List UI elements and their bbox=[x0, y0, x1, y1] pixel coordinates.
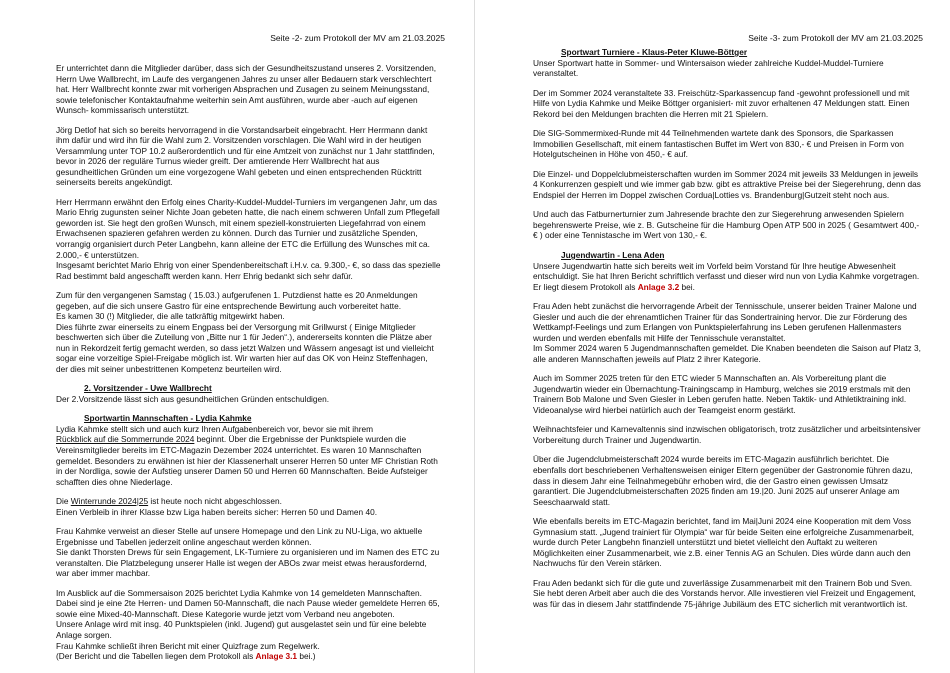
paragraph: Wie ebenfalls bereits im ETC-Magazin berichtet, fand im Mai|Juni 2024 eine Kooperation mit dem Voss Gymnasium statt. „Jugend trainiert für Olympia“ war für beide Seiten eine erfolgreiche Zusammenarbeit, wurde durch Peter Langbehn finanziell unterstützt und bietet vielleicht den Auftakt zu weiteren Möglichkeiten einer Zusammenarbeit, wie z.B. einer Tennis AG an Schulen. Dies würde dann auch den Nachwuchs für den Verein stärken. bbox=[533, 516, 914, 569]
paragraph bbox=[533, 261, 923, 293]
text: Unsere Jugendwartin hatte sich bereits weit im Vorfeld beim Vorstand für Ihre heutige Abwesenheit entschuldigt. Sie hat Ihren Bericht schriftlich verfasst und dieser wird nun von Lydia Kahmke vorgetragen. bbox=[533, 260, 920, 282]
paragraph: Über die Jugendclubmeisterschaft 2024 wurde bereits im ETC-Magazin ausführlich berichtet. Die ebenfalls dort beschriebenen Verhaltensweisen einiger Eltern gegenüber der Gastronomie führen dazu, dass in diesem Jahr eine Teilnahmegebühr erhoben wird, die der Gastro einen gewissen Umsatz garantiert. Die Jugendclubmeisterschaften 2025 finden am 19.|20. Juni 2025 auf unserer Anlage am Seeschaarwald statt. bbox=[533, 454, 913, 507]
paragraph: Und auch das Fatburnerturnier zum Jahresende brachte den zur Siegerehrung anwesenden Spielern begehrenswerte Preise, wie z. B. Gutscheine für die Hamburg Open ATP 500 in 2025 ( Gesamtwert 400,- € ) oder eine Tennistasche im Wert von 130,- €. bbox=[533, 209, 920, 241]
text: Im Sommer 2024 waren 5 Jugendmannschaften gemeldet. Die Knaben beendeten die Saison auf Platz 3, alle anderen Mannschaften jeweils auf Platz 2 ihrer Kategorie. bbox=[533, 343, 921, 364]
paragraph: Frau Aden bedankt sich für die gute und zuverlässige Zusammenarbeit mit den Trainern Bob und Sven. Sie hebt deren Arbeit aber auch die des Vorstands hervor. Alle investieren viel Freizeit und Engagement, was für das in diesem Jahr stattfindende 75-jährige Jubiläum des ETC sicherlich mit verantwortlich ist. bbox=[533, 577, 916, 609]
text: Die bbox=[56, 496, 71, 507]
section-heading: Sportwart Turniere - Klaus-Peter Kluwe-Böttger bbox=[561, 47, 748, 57]
text: Lydia Kahmke stellt sich und auch kurz Ihren Aufgabenbereich vor, bevor sie mit ihrem bbox=[56, 423, 373, 434]
text: Frau Kahmke verweist an dieser Stelle auf unsere Homepage und den Link zu NU-Liga, wo aktuelle Ergebnisse und Tabellen jederzeit online angeschaut werden können. bbox=[56, 526, 423, 547]
text: Er liegt diesem Protokoll als bbox=[533, 281, 638, 292]
underlined-text: Rückblick auf die Sommerrunde 2024 bbox=[56, 434, 195, 445]
paragraph: Auch im Sommer 2025 treten für den ETC wieder 5 Mannschaften an. Als Vorbereitung plant die Jugendwartin wieder ein Übernachtung-Trainingscamp in Hamburg, welches sie 2019 erstmals mit den Trainern Bob Malone und Sven Giesler in Leben gerufen hatte. Neben Taktik- und Athletiktraining inkl. Videoanalyse wird hierbei natürlich auch der Teamgeist enorm gestärkt. bbox=[533, 373, 911, 415]
text: Herr Herrmann erwähnt den Erfolg eines Charity-Kuddel-Muddel-Turniers im vergangenen Jahr, um das Mario Ehrig zugunsten seiner Nichte Joan gebeten hatte, die nach einem schweren Unfall zum Pflegefall geworden ist. Sie hegt den großen Wunsch, mit einem speziell-konstruierten Liegefahrrad von einem Erwachsenen spazieren gefahren werden zu können. Durch das Turnier und zusätzliche Spenden, vorrangig organisiert durch Peter Langbehn, kann alleine der ETC die Erfüllung des Wunsches mit ca. 2.000,- € unterstützen. bbox=[56, 196, 440, 260]
attachment-ref: Anlage 3.2 bbox=[637, 281, 680, 292]
section-heading-wrap bbox=[533, 250, 923, 261]
paragraph bbox=[56, 197, 441, 281]
page-3 bbox=[478, 0, 933, 673]
text: Insgesamt berichtet Mario Ehrig von einer Spendenbereitschaft i.H.v. ca. 9.300,- €, so dass das spezielle Rad bestimmt bald angeschafft werden kann. Herr Ehrig bedankt sich sehr dafür. bbox=[56, 260, 441, 281]
text: Frau Aden hebt zunächst die hervorragende Arbeit der Tennisschule, unserer beiden Trainer Malone und Giesler und auch die der ehrenamtlichen Trainer für das Sondertraining hervor. Die zur Förderung des Wettkampf-Feelings und zum Erlangen von Punktspielerfahrung ins Leben gerufenen Hallenmasters wurden und werden ebenfalls mit Hilfe der Tennisschule veranstaltet. bbox=[533, 301, 917, 343]
paragraph: Der im Sommer 2024 veranstaltete 33. Freischütz-Sparkassencup fand -gewohnt professionell und mit Hilfe von Lydia Kahmke und Meike Böttger organisiert- mit zuvor erhaltenen 47 Meldungen statt. Einen Rekord bei den Meldungen brachten die Herren mit 21 Spielern. bbox=[533, 87, 910, 119]
paragraph bbox=[56, 496, 441, 517]
paragraph: Weihnachtsfeier und Karnevaltennis sind inzwischen obligatorisch, trotz zusätzlicher und arbeitsintensiver Vorbereitung durch Trainer und Jugendwartin. bbox=[533, 424, 921, 445]
section-heading: 2. Vorsitzender - Uwe Wallbrecht bbox=[84, 383, 212, 394]
paragraph: Er unterrichtet dann die Mitglieder darüber, dass sich der Gesundheitszustand unseres 2. Vorsitzenden, Herrn Uwe Wallbrecht, im Laufe des vergangenen Jahres zu unser aller Bedauern stark verschlechtert hat. Herr Wallbrecht konnte zwar mit vorherigen Absprachen und Zusagen zu seinem Meinungsstand, sowie telefonischer Kontaktaufnahme weiterhin sein Amt ausführen, wurde aber -auch auf eigenen Wunsch- kommissarisch unterstützt. bbox=[56, 63, 437, 116]
text: Sie dankt Thorsten Drews für sein Engagement, LK-Turniere zu organisieren und im Namen des ETC zu veranstalten. Die Platzbelegung unserer Halle ist wegen der ABOs zwar meist etwas herausfordernd, war aber immer machbar. bbox=[56, 547, 440, 579]
paragraph: Unser Sportwart hatte in Sommer- und Wintersaison wieder zahlreiche Kuddel-Muddel-Turniere veranstaltet. bbox=[533, 57, 884, 79]
attachment-ref: Anlage 3.1 bbox=[255, 651, 298, 662]
section-heading-wrap bbox=[533, 47, 923, 58]
text: Frau Kahmke schließt ihren Bericht mit einer Quizfrage zum Regelwerk. bbox=[56, 640, 320, 651]
page-body bbox=[533, 47, 923, 618]
text: ist heute noch nicht abgeschlossen. bbox=[148, 496, 282, 507]
paragraph bbox=[533, 301, 923, 364]
paragraph bbox=[56, 588, 441, 662]
paragraph: Jörg Detlof hat sich so bereits hervorragend in die Vorstandsarbeit eingebracht. Herr Herrmann dankt ihm dafür und wird ihn für die Wahl zum 2. Vorsitzenden vorschlagen. Die Wahl wird in der heutigen Versammlung unter TOP 10.2 außerordentlich und für eine Amtzeit von zunächst nur 1 Jahr stattfinden, bevor in 2026 der reguläre Turnus wieder greift. Der amtierende Herr Wallbrecht hat aus gesundheitlichen Gründen um eine vorgezogene Wahl gebeten und einen entsprechenden Rücktritt seinerseits bereits angekündigt. bbox=[56, 124, 435, 188]
text: Dies führte zwar einerseits zu einem Engpass bei der Versorgung mit Grillwurst ( Einige Mitglieder beschwerten sich über die Zuteilung von „Bitte nur 1 für Jeden“.), andererseits konnten die Plätze aber nun in Rekordzeit fertig gemacht werden, so dass jetzt Walzen und Wässern angesagt ist und vielleicht sogar eine vorzeitige Spiel-Freigabe möglich ist. Wir warten hier auf das OK von Heinz Steffenhagen, der dies mit seiner unbestrittenen Kompetenz beurteilen wird. bbox=[56, 321, 434, 374]
page-body bbox=[56, 63, 441, 671]
text: beginnt. Über die Ergebnisse der Punktspiele wurden die Vereinsmitglieder bereits im ETC-Magazin Dezember 2024 unterrichtet. Es waren 10 Mannschaften gemeldet. Besonders zu erwähnen ist hier der Klassenerhalt unserer Herren 50 unter MF Christian Roth in der Nordliga, sowie der Aufstieg unserer Damen 50 und Herren 60 Mannschaften. Beide Aufsteiger schafften dies ohne Niederlage. bbox=[56, 434, 438, 487]
paragraph bbox=[56, 290, 441, 374]
paragraph bbox=[56, 424, 441, 487]
section-heading-wrap bbox=[56, 413, 441, 424]
text: Unsere Anlage wird mit insg. 40 Punktspielen (inkl. Jugend) gut ausgelastet sein und für eine belebte Anlage sorgen. bbox=[56, 619, 427, 640]
section-heading-wrap bbox=[56, 383, 441, 394]
text: Es kamen 30 (!) Mitglieder, die alle tatkräftig mitgewirkt haben. bbox=[56, 311, 285, 322]
paragraph: Die Einzel- und Doppelclubmeisterschaften wurden im Sommer 2024 mit jeweils 33 Meldungen in jeweils 4 Konkurrenzen gespielt und wie immer gab bzw. gibt es attraktive Preise bei der Siegerehrung, denn das Endspiel der Herren im Doppel zwischen Cordua|Lotties vs. Brandenburg|Gutzeit steht noch aus. bbox=[533, 168, 921, 200]
paragraph: Die SIG-Sommermixed-Runde mit 44 Teilnehmenden wartete dank des Sponsors, die Sparkassen Immobilien Gesellschaft, mit einem fantastischen Buffet im Wert von 830,- € und Preisen in Form von Hotelgutscheinen in Höhe von 450,- € auf. bbox=[533, 128, 904, 160]
underlined-text: Winterrunde 2024|25 bbox=[70, 496, 149, 507]
page-header: Seite -3- zum Protokoll der MV am 21.03.2025 bbox=[748, 33, 923, 43]
text: (Der Bericht und die Tabellen liegen dem Protokoll als bbox=[56, 651, 256, 662]
text: Einen Verbleib in ihrer Klasse bzw Liga haben bereits sicher: Herren 50 und Damen 40. bbox=[56, 506, 377, 517]
page-header: Seite -2- zum Protokoll der MV am 21.03.2025 bbox=[270, 33, 445, 43]
text: Zum für den vergangenen Samstag ( 15.03.) aufgerufenen 1. Putzdienst hatte es 20 Anmeldungen gegeben, auf die sich unsere Gastro für eine entsprechende Bewirtung auch vorbereitet hatte. bbox=[56, 290, 418, 311]
text: Im Ausblick auf die Sommersaison 2025 berichtet Lydia Kahmke von 14 gemeldeten Mannschaften. Dabei sind je eine 2te Herren- und Damen 50-Mannschaft, die nach Pause wieder gemeldete Herren 65, sowie eine Mixed-40-Mannschaft. Diese Kategorie wurde jetzt vom Verband neu angeboten. bbox=[56, 587, 440, 619]
paragraph bbox=[56, 526, 441, 579]
section-heading: Jugendwartin - Lena Aden bbox=[561, 249, 665, 260]
section-heading: Sportwartin Mannschaften - Lydia Kahmke bbox=[84, 413, 252, 424]
text: bei. bbox=[679, 281, 695, 292]
page-2 bbox=[0, 0, 455, 673]
page-divider bbox=[474, 0, 475, 673]
paragraph: Der 2.Vorsitzende lässt sich aus gesundheitlichen Gründen entschuldigen. bbox=[56, 393, 330, 404]
text: bei.) bbox=[297, 651, 316, 662]
